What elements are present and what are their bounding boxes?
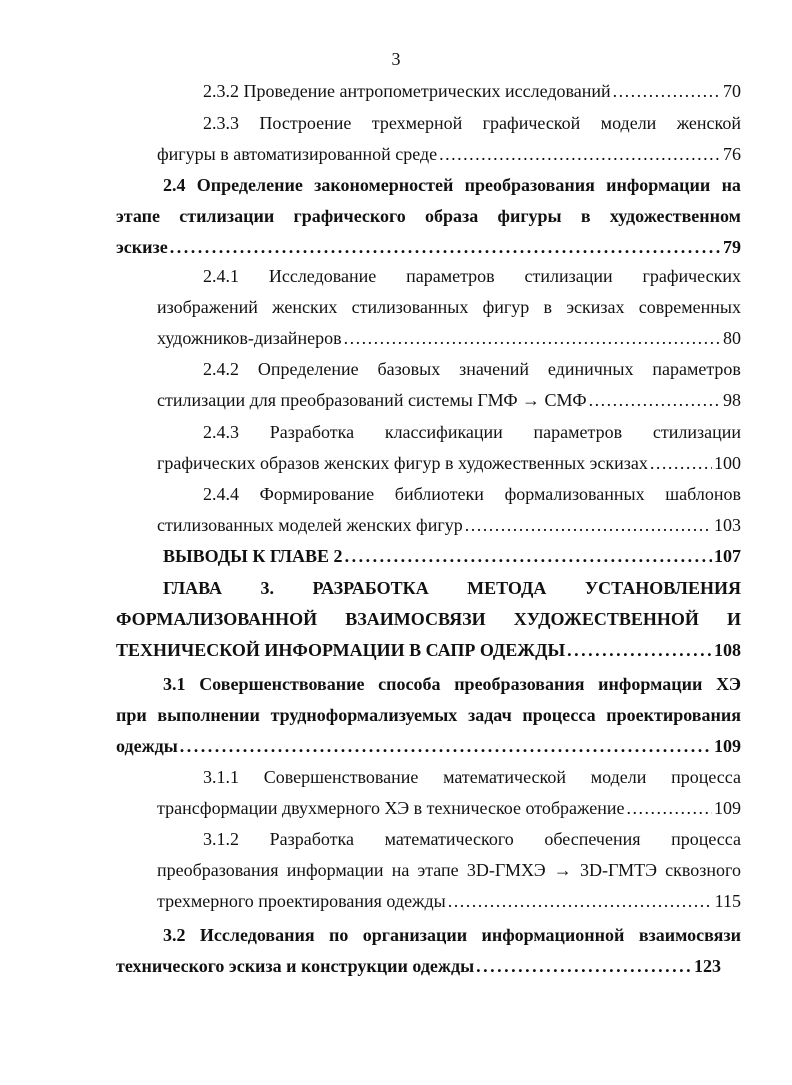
dot-leader <box>589 389 721 411</box>
dot-leader <box>344 327 721 349</box>
toc-word: современных <box>638 297 741 317</box>
toc-word: параметров <box>652 359 741 379</box>
toc-word: классификации <box>384 422 503 442</box>
toc-entry-2-3-3-line1[interactable] <box>203 112 741 134</box>
toc-word: 3D-ГМХЭ <box>466 860 546 880</box>
toc-entry-chapter-3-line1[interactable] <box>163 577 741 599</box>
toc-word: информации <box>606 175 711 195</box>
toc-word: графической <box>482 113 581 133</box>
toc-entry-conclusions-ch2[interactable] <box>163 545 741 567</box>
toc-word: преобразования <box>454 674 585 694</box>
toc-word: организации <box>362 925 468 945</box>
toc-word: ГЛАВА <box>163 578 223 598</box>
toc-word: Построение <box>259 113 352 133</box>
toc-entry-page: 79 <box>723 237 741 257</box>
toc-word: информационной <box>481 925 625 945</box>
toc-entry-2-4-1-line1[interactable] <box>203 265 741 287</box>
toc-word: проектирования <box>606 705 741 725</box>
toc-entry-2-4-line1[interactable] <box>163 174 741 196</box>
toc-word: трудноформализуемых <box>270 705 458 725</box>
toc-word: значений <box>459 359 530 379</box>
dot-leader <box>465 514 712 536</box>
toc-word: Совершенствование <box>263 767 419 787</box>
toc-word: МЕТОДА <box>467 578 547 598</box>
toc-entry-2-4-1-line3[interactable] <box>157 327 741 349</box>
toc-word: изображений <box>157 297 258 317</box>
toc-word: 2.4.3 <box>203 422 239 442</box>
toc-word: женской <box>676 113 741 133</box>
toc-word: процесса <box>671 767 741 787</box>
toc-entry-title: трансформации двухмерного ХЭ в техническое отображение <box>157 798 625 818</box>
toc-word: задач <box>467 705 512 725</box>
toc-word: Определение <box>257 359 359 379</box>
toc-word: процесса <box>671 829 741 849</box>
toc-entry-page: 123 <box>694 956 721 976</box>
toc-entry-title: стилизованных моделей женских фигур <box>157 515 463 535</box>
toc-word: преобразования <box>464 175 595 195</box>
toc-word: Разработка <box>269 829 354 849</box>
toc-word: выполнении <box>157 705 260 725</box>
toc-entry-3-1-2-line1[interactable] <box>203 828 741 850</box>
toc-entry-2-4-3-line1[interactable] <box>203 421 741 443</box>
toc-word: 3.2 <box>163 925 186 945</box>
toc-entry-title: художников-дизайнеров <box>157 328 342 348</box>
toc-word: 3.1.2 <box>203 829 239 849</box>
toc-entry-2-4-4-line2[interactable] <box>157 514 741 536</box>
dot-leader <box>180 735 712 757</box>
toc-word: обеспечения <box>544 829 641 849</box>
toc-entry-2-4-line3[interactable] <box>116 236 741 258</box>
toc-entry-2-3-2[interactable] <box>203 80 741 102</box>
toc-word: 2.4 <box>163 175 186 195</box>
dot-leader <box>567 639 712 661</box>
toc-word: этапе <box>116 206 160 226</box>
toc-word: шаблонов <box>665 484 741 504</box>
toc-word: стилизованных <box>351 297 469 317</box>
toc-word: ХУДОЖЕСТВЕННОЙ <box>513 609 699 629</box>
toc-entry-3-1-line1[interactable] <box>163 673 741 695</box>
toc-entry-title: фигуры в автоматизированной среде <box>157 144 438 164</box>
toc-word: 3.1 <box>163 674 186 694</box>
toc-word: Определение <box>196 175 303 195</box>
toc-entry-page: 109 <box>714 798 741 818</box>
toc-entry-chapter-3-line3[interactable] <box>116 639 741 661</box>
toc-word: способа <box>378 674 441 694</box>
toc-word: → <box>553 860 572 880</box>
toc-entry-title: графических образов женских фигур в художественных эскизах <box>157 453 648 473</box>
toc-word: на <box>721 175 741 195</box>
toc-entry-3-2-line1[interactable] <box>163 924 741 946</box>
toc-word: информации <box>598 674 703 694</box>
toc-entry-title: ТЕХНИЧЕСКОЙ ИНФОРМАЦИИ В САПР ОДЕЖДЫ <box>116 640 566 660</box>
toc-word: графического <box>293 206 406 226</box>
toc-word: 3.1.1 <box>203 767 239 787</box>
toc-word: математического <box>384 829 514 849</box>
toc-word: параметров <box>406 266 495 286</box>
toc-word: фигуры <box>497 206 562 226</box>
toc-word: ХЭ <box>716 674 741 694</box>
toc-word: Разработка <box>269 422 355 442</box>
toc-word: женских <box>272 297 338 317</box>
toc-word: закономерностей <box>314 175 454 195</box>
dot-leader <box>448 890 713 912</box>
toc-entry-2-4-3-line2[interactable] <box>157 452 741 474</box>
toc-word: информации <box>286 860 384 880</box>
toc-entry-2-4-1-line2[interactable] <box>157 296 741 318</box>
toc-entry-title: стилизации для преобразований системы ГМФ → СМФ <box>157 390 587 410</box>
toc-word: стилизации <box>179 206 275 226</box>
toc-word: единичных <box>547 359 634 379</box>
toc-word: трехмерной <box>371 113 463 133</box>
toc-word: преобразования <box>157 860 279 880</box>
toc-word: по <box>329 925 349 945</box>
toc-word: на <box>391 860 410 880</box>
toc-word: образа <box>425 206 479 226</box>
toc-word: Совершенствование <box>199 674 365 694</box>
toc-entry-page: 100 <box>714 453 741 473</box>
toc-entry-3-1-2-line3[interactable] <box>157 890 741 912</box>
toc-word: процесса <box>522 705 596 725</box>
toc-word: параметров <box>533 422 623 442</box>
toc-word: стилизации <box>524 266 613 286</box>
toc-entry-title: ВЫВОДЫ К ГЛАВЕ 2 <box>163 546 343 566</box>
toc-entry-title: технического эскиза и конструкции одежды <box>116 956 475 976</box>
dot-leader <box>476 955 692 977</box>
toc-entry-page: 108 <box>714 640 741 660</box>
toc-word: Исследования <box>199 925 315 945</box>
toc-entry-page: 98 <box>723 390 741 410</box>
toc-word: модели <box>590 767 647 787</box>
toc-entry-3-1-1-line2[interactable] <box>157 797 741 819</box>
toc-entry-page: 103 <box>714 515 741 535</box>
toc-word: фигур <box>482 297 530 317</box>
toc-entry-page: 76 <box>723 144 741 164</box>
toc-word: Формирование <box>259 484 375 504</box>
toc-entry-title: одежды <box>116 736 178 756</box>
dot-leader <box>345 545 712 567</box>
toc-entry-page: 107 <box>714 546 741 566</box>
toc-entry-2-4-line2[interactable] <box>116 205 741 227</box>
toc-word: ВЗАИМОСВЯЗИ <box>345 609 486 629</box>
toc-entry-page: 115 <box>714 891 741 911</box>
dot-leader <box>650 452 712 474</box>
toc-word: 2.4.1 <box>203 266 239 286</box>
toc-word: УСТАНОВЛЕНИЯ <box>584 578 741 598</box>
toc-entry-page: 70 <box>723 81 741 101</box>
toc-entry-2-3-3-line2[interactable] <box>157 143 741 165</box>
toc-entry-chapter-3-line2[interactable] <box>116 608 741 630</box>
toc-entry-3-1-2-line2[interactable] <box>157 859 741 881</box>
toc-entry-3-1-1-line1[interactable] <box>203 766 741 788</box>
toc-word: 2.4.4 <box>203 484 239 504</box>
toc-entry-2-4-2-line1[interactable] <box>203 358 741 380</box>
dot-leader <box>613 80 721 102</box>
toc-word: 3. <box>260 578 274 598</box>
dot-leader <box>170 236 721 258</box>
toc-word: 2.4.2 <box>203 359 239 379</box>
dot-leader <box>626 797 712 819</box>
toc-word: при <box>116 705 147 725</box>
toc-word: взаимосвязи <box>638 925 741 945</box>
toc-word: эскизах <box>566 297 625 317</box>
toc-word: И <box>726 609 741 629</box>
toc-entry-3-1-line3[interactable] <box>116 735 741 757</box>
toc-entry-title: эскизе <box>116 237 168 257</box>
toc-word: графических <box>642 266 741 286</box>
toc-word: математической <box>443 767 566 787</box>
dot-leader <box>439 143 721 165</box>
toc-word: стилизации <box>652 422 741 442</box>
toc-entry-3-2-line2[interactable] <box>116 955 721 977</box>
toc-word: РАЗРАБОТКА <box>312 578 429 598</box>
toc-word: базовых <box>377 359 441 379</box>
toc-word: ФОРМАЛИЗОВАННОЙ <box>116 609 318 629</box>
toc-word: сквозного <box>665 860 741 880</box>
toc-entry-2-4-4-line1[interactable] <box>203 483 741 505</box>
toc-entry-page: 109 <box>714 736 741 756</box>
toc-entry-title: трехмерного проектирования одежды <box>157 891 446 911</box>
toc-word: 3D-ГМТЭ <box>579 860 657 880</box>
toc-entry-page: 80 <box>723 328 741 348</box>
toc-entry-2-4-2-line2[interactable] <box>157 389 741 411</box>
toc-word: 2.3.3 <box>203 113 239 133</box>
toc-word: в <box>543 297 553 317</box>
toc-word: Исследование <box>268 266 377 286</box>
toc-word: формализованных <box>504 484 645 504</box>
toc-entry-title: 2.3.2 Проведение антропометрических исследований <box>203 81 611 101</box>
toc-word: в <box>580 206 591 226</box>
toc-word: библиотеки <box>394 484 484 504</box>
toc-word: модели <box>600 113 657 133</box>
toc-word: художественном <box>609 206 741 226</box>
toc-word: этапе <box>417 860 459 880</box>
page-number: 3 <box>391 49 401 69</box>
toc-entry-3-1-line2[interactable] <box>116 704 741 726</box>
